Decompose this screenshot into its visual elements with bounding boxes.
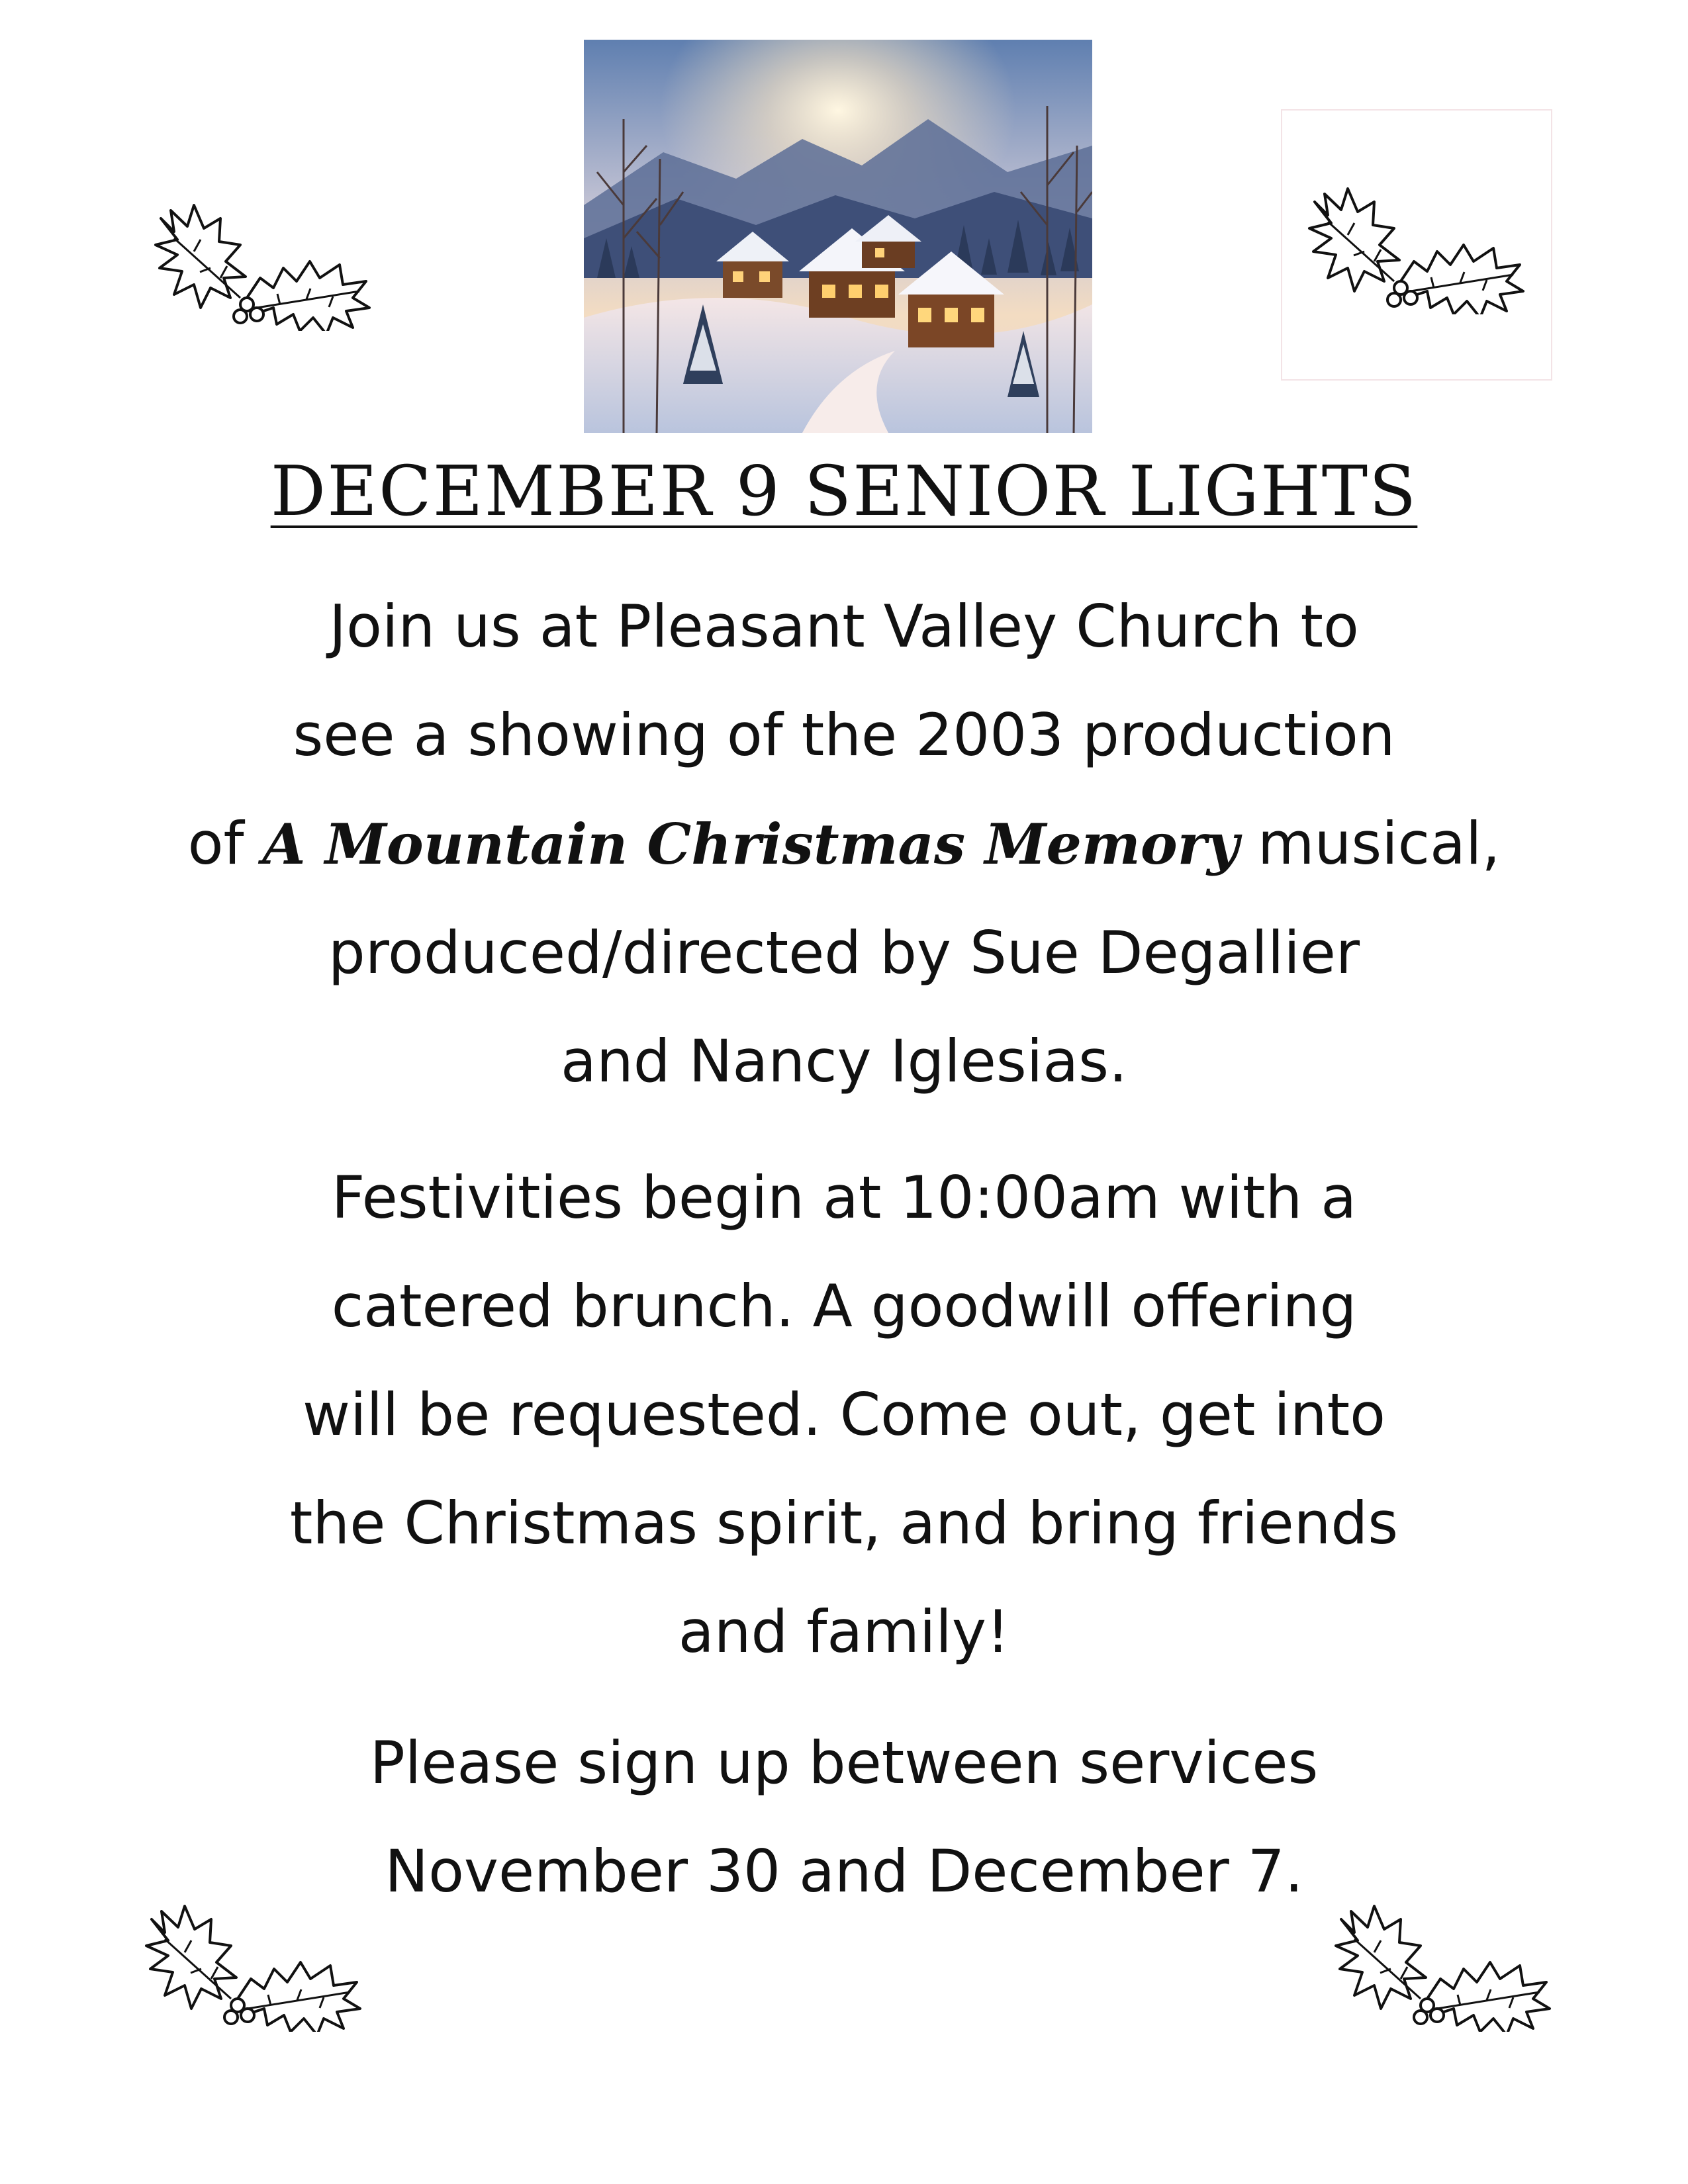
winter-village-image	[584, 40, 1092, 433]
details-paragraph	[132, 1144, 1556, 1686]
signup-paragraph	[132, 1709, 1556, 1926]
text-line: November 30 and December 7.	[385, 1837, 1303, 1905]
text-line: will be requested. Come out, get into	[303, 1381, 1385, 1449]
text-line: produced/directed by Sue Degallier	[328, 919, 1360, 987]
text-line: catered brunch. A goodwill offering	[331, 1272, 1357, 1340]
text-line: the Christmas spirit, and bring friends	[289, 1489, 1399, 1557]
text-line-with-show-title	[132, 790, 1556, 899]
show-title: A Mountain Christmas Memory	[262, 811, 1239, 877]
text-line: see a showing of the 2003 production	[293, 701, 1395, 769]
text-line: and family!	[678, 1598, 1010, 1666]
holly-icon	[1301, 182, 1534, 314]
text-segment: of	[187, 809, 263, 878]
text-line: Join us at Pleasant Valley Church to	[329, 592, 1359, 660]
holly-icon	[147, 199, 380, 331]
text-segment: musical,	[1239, 809, 1501, 878]
text-line: and Nancy Iglesias.	[561, 1027, 1127, 1095]
invitation-paragraph	[132, 572, 1556, 1116]
page-title: DECEMBER 9 SENIOR LIGHTS	[270, 451, 1418, 531]
text-line: Festivities begin at 10:00am with a	[331, 1163, 1357, 1232]
text-line: Please sign up between services	[369, 1729, 1319, 1797]
